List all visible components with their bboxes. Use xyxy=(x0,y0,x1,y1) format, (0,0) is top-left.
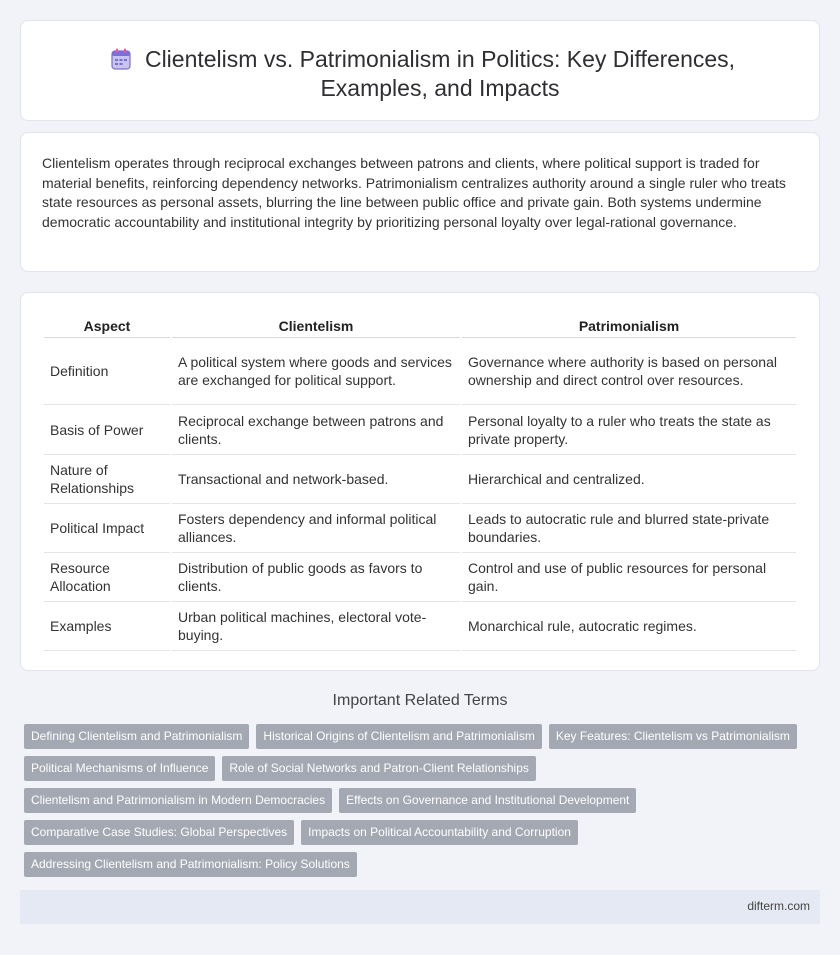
related-term-tag[interactable]: Political Mechanisms of Influence xyxy=(24,756,215,781)
cell-patrimonialism: Monarchical rule, autocratic regimes. xyxy=(462,602,796,651)
cell-aspect: Basis of Power xyxy=(44,405,170,455)
header-clientelism: Clientelism xyxy=(172,315,460,338)
table-row xyxy=(44,405,796,455)
cell-aspect: Definition xyxy=(44,338,170,405)
cell-aspect: Political Impact xyxy=(44,504,170,553)
cell-patrimonialism: Hierarchical and centralized. xyxy=(462,455,796,504)
cell-patrimonialism: Personal loyalty to a ruler who treats the state as private property. xyxy=(462,405,796,455)
cell-clientelism: Distribution of public goods as favors to clients. xyxy=(172,553,460,602)
cell-patrimonialism: Governance where authority is based on personal ownership and direct control over resources. xyxy=(462,338,796,405)
comparison-card xyxy=(20,292,820,671)
table-row xyxy=(44,455,796,504)
related-term-tag[interactable]: Historical Origins of Clientelism and Patrimonialism xyxy=(256,724,541,749)
header-patrimonialism: Patrimonialism xyxy=(462,315,796,338)
related-term-tag[interactable]: Defining Clientelism and Patrimonialism xyxy=(24,724,249,749)
comparison-table xyxy=(42,315,798,651)
cell-clientelism: Urban political machines, electoral vote-buying. xyxy=(172,602,460,651)
related-terms-list xyxy=(24,724,824,884)
related-term-tag[interactable]: Addressing Clientelism and Patrimonialism: Policy Solutions xyxy=(24,852,357,877)
page-title: Clientelism vs. Patrimonialism in Politics: Key Differences, Examples, and Impacts xyxy=(144,46,736,101)
cell-clientelism: Reciprocal exchange between patrons and clients. xyxy=(172,405,460,455)
related-term-tag[interactable]: Key Features: Clientelism vs Patrimonialism xyxy=(549,724,797,749)
table-row xyxy=(44,602,796,651)
intro-card xyxy=(20,132,820,272)
cell-clientelism: Fosters dependency and informal political alliances. xyxy=(172,504,460,553)
related-term-tag[interactable]: Comparative Case Studies: Global Perspectives xyxy=(24,820,294,845)
cell-patrimonialism: Control and use of public resources for personal gain. xyxy=(462,553,796,602)
cell-aspect: Examples xyxy=(44,602,170,651)
cell-clientelism: Transactional and network-based. xyxy=(172,455,460,504)
table-header-row xyxy=(44,315,796,338)
cell-clientelism: A political system where goods and services are exchanged for political support. xyxy=(172,338,460,405)
header-card xyxy=(20,20,820,121)
table-row xyxy=(44,338,796,405)
header-aspect: Aspect xyxy=(44,315,170,338)
related-term-tag[interactable]: Effects on Governance and Institutional Development xyxy=(339,788,636,813)
related-term-tag[interactable]: Role of Social Networks and Patron-Client Relationships xyxy=(222,756,535,781)
intro-text: Clientelism operates through reciprocal exchanges between patrons and clients, where political support is traded for material benefits, reinforcing dependency networks. Patrimonialism centralizes authority around a single ruler who treats state resources as personal assets, blurring the line between public office and private gain. Both systems undermine democratic accountability and institutional integrity by prioritizing personal loyalty over legal-rational governance. xyxy=(42,155,786,230)
related-term-tag[interactable]: Clientelism and Patrimonialism in Modern Democracies xyxy=(24,788,332,813)
related-term-tag[interactable]: Impacts on Political Accountability and Corruption xyxy=(301,820,578,845)
footer xyxy=(20,890,820,924)
related-terms-title: Important Related Terms xyxy=(332,692,508,709)
table-row xyxy=(44,553,796,602)
cell-aspect: Resource Allocation xyxy=(44,553,170,602)
cell-aspect: Nature of Relationships xyxy=(44,455,170,504)
cell-patrimonialism: Leads to autocratic rule and blurred state-private boundaries. xyxy=(462,504,796,553)
footer-site-link[interactable]: difterm.com xyxy=(747,899,810,913)
table-row xyxy=(44,504,796,553)
